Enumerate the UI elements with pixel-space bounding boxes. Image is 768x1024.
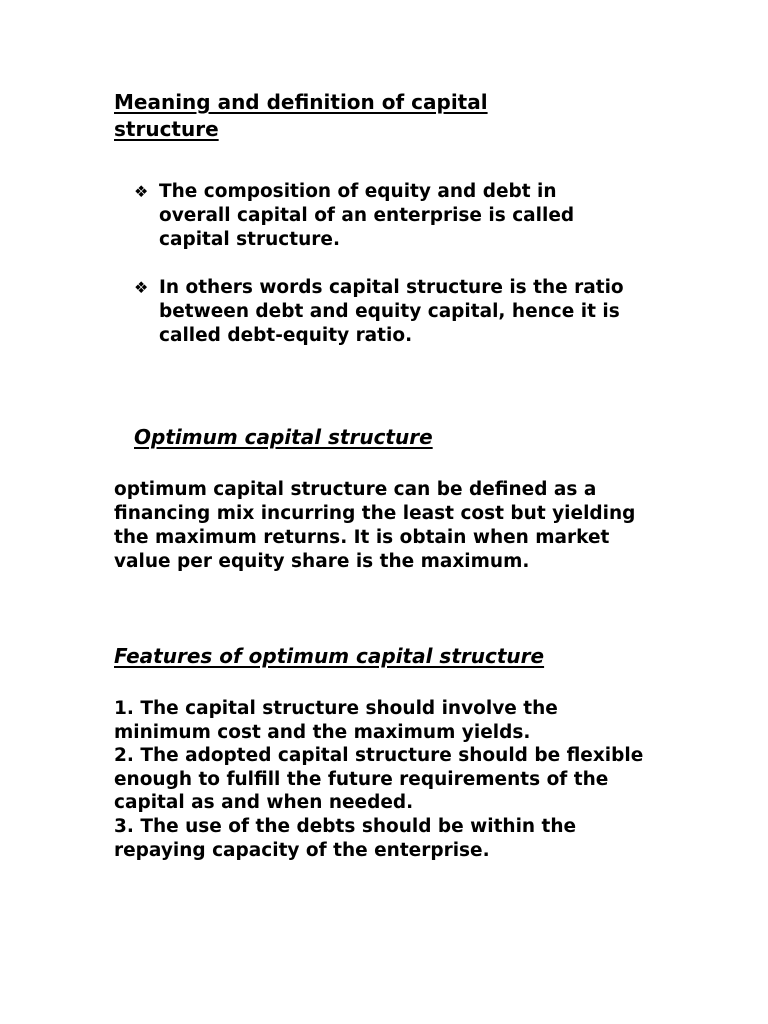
page-title: Meaning and definition of capital structure <box>114 90 488 141</box>
list-item <box>134 180 634 252</box>
section-heading-optimum: Optimum capital structure <box>134 425 433 449</box>
optimum-paragraph: optimum capital structure can be defined as a financing mix incurring the least cost but yielding the maximum returns. It is obtain when market value per equity share is the maximum. <box>114 479 636 572</box>
definition-bullet-list <box>134 180 634 372</box>
feature-item: 1. The capital structure should involve the minimum cost and the maximum yields. <box>114 698 558 743</box>
section-heading-features: Features of optimum capital structure <box>114 644 545 668</box>
bullet-text: The composition of equity and debt in overall capital of an enterprise is called capital structure. <box>159 181 575 250</box>
diamond-bullet-icon: ❖ <box>134 182 149 201</box>
bullet-text: In others words capital structure is the ratio between debt and equity capital, hence it is called debt-equity ratio. <box>159 277 624 346</box>
feature-item: 3. The use of the debts should be within the repaying capacity of the enterprise. <box>114 815 577 861</box>
features-list <box>114 697 654 862</box>
list-item <box>134 276 634 348</box>
diamond-bullet-icon: ❖ <box>134 278 149 297</box>
feature-item: 2. The adopted capital structure should be flexible enough to fulfill the future requirements of the capital as and when needed. <box>114 745 644 814</box>
